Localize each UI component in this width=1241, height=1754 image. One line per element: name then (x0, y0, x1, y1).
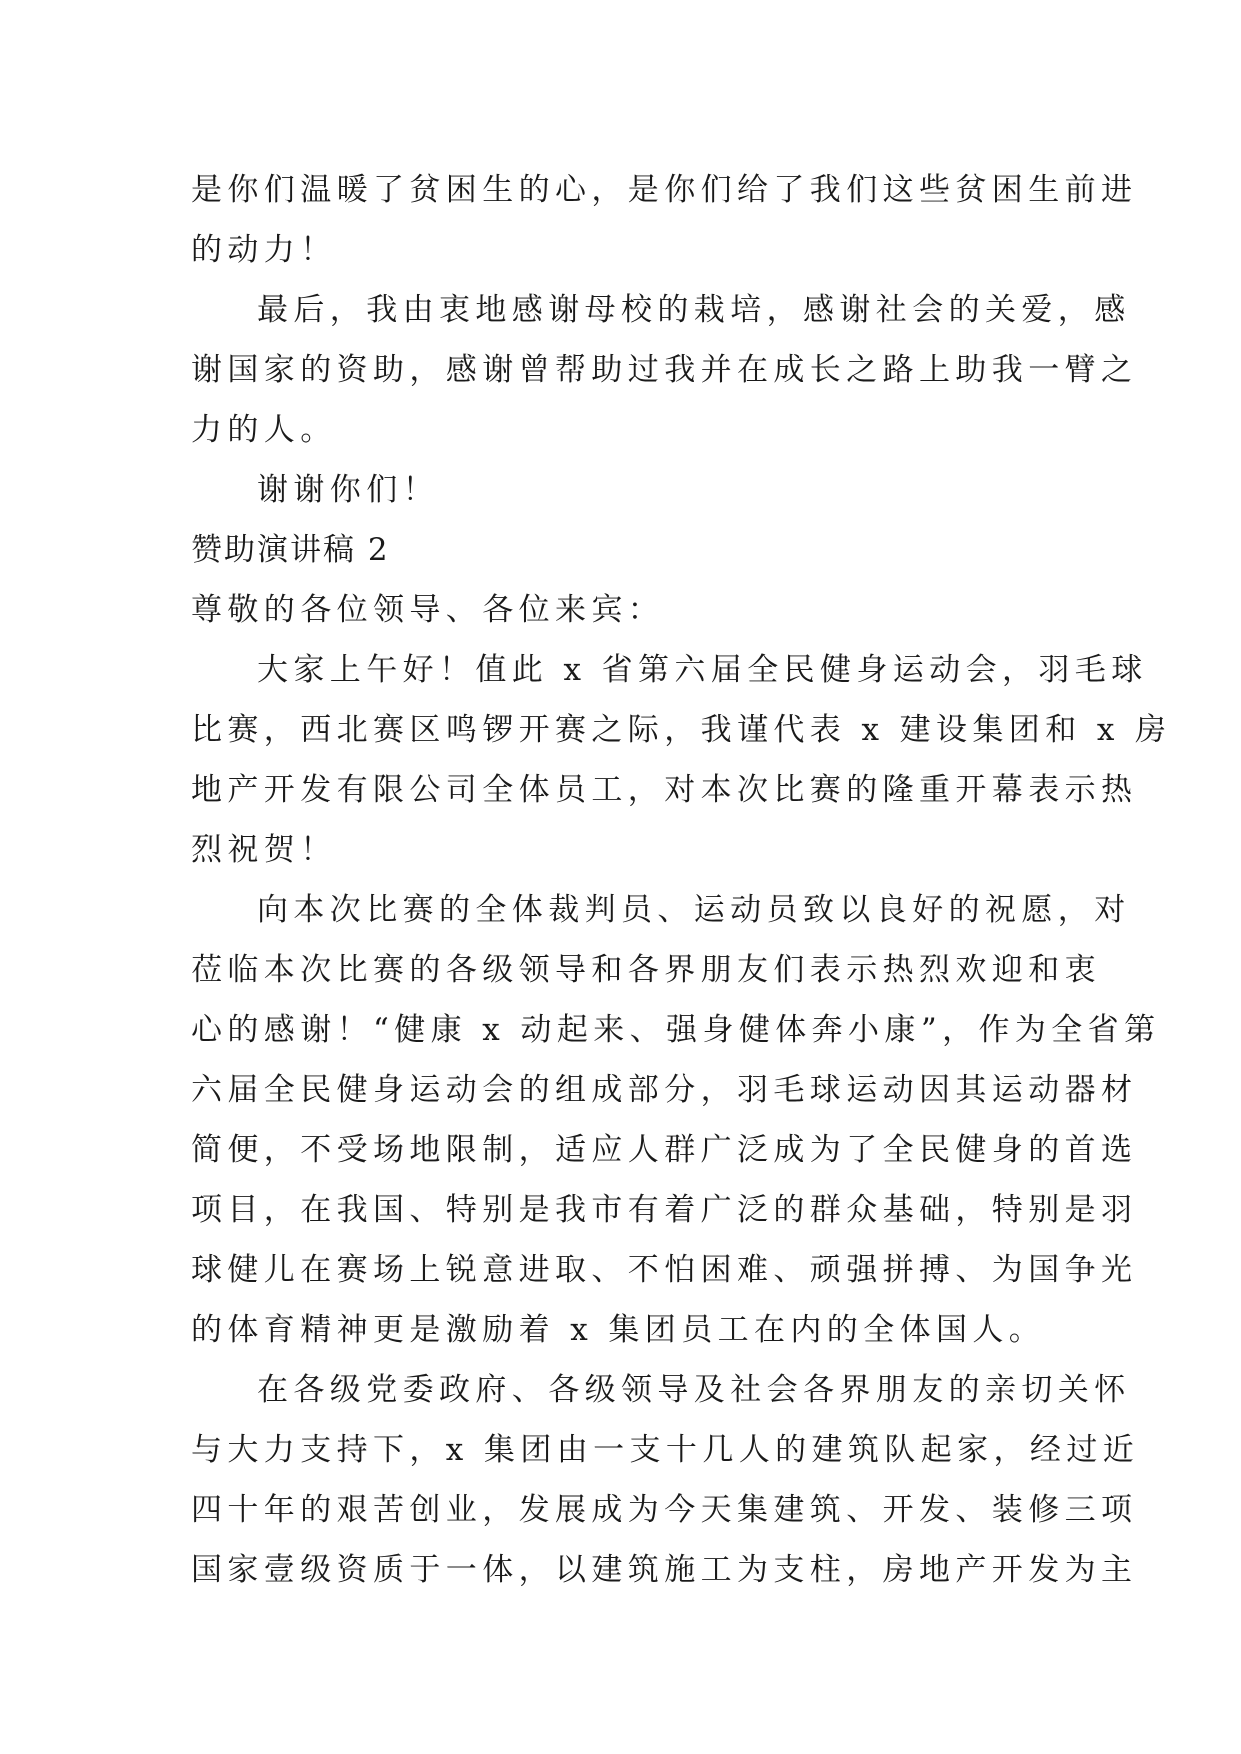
paragraph-line: 的体育精神更是激励着 x 集团员工在内的全体国人。 (191, 1312, 1046, 1348)
paragraph-line: 烈祝贺！ (191, 832, 337, 868)
paragraph-line: 六届全民健身运动会的组成部分，羽毛球运动因其运动器材 (191, 1072, 1138, 1108)
section-title: 赞助演讲稿 2 (191, 532, 390, 568)
paragraph-line: 简便，不受场地限制，适应人群广泛成为了全民健身的首选 (191, 1132, 1138, 1168)
paragraph-line: 四十年的艰苦创业，发展成为今天集建筑、开发、装修三项 (191, 1492, 1138, 1528)
paragraph-line: 心的感谢！“健康 x 动起来、强身健体奔小康”，作为全省第 (191, 1012, 1161, 1048)
paragraph-line: 向本次比赛的全体裁判员、运动员致以良好的祝愿，对 (257, 892, 1131, 928)
paragraph-line: 在各级党委政府、各级领导及社会各界朋友的亲切关怀 (257, 1372, 1131, 1408)
document-body (191, 160, 1172, 1600)
paragraph-line: 莅临本次比赛的各级领导和各界朋友们表示热烈欢迎和衷 (191, 952, 1101, 988)
paragraph-line: 地产开发有限公司全体员工，对本次比赛的隆重开幕表示热 (191, 772, 1138, 808)
paragraph-line: 大家上午好！值此 x 省第六届全民健身运动会，羽毛球 (257, 652, 1148, 688)
paragraph-line: 谢国家的资助，感谢曾帮助过我并在成长之路上助我一臂之 (191, 352, 1138, 388)
paragraph-line: 力的人。 (191, 412, 337, 448)
paragraph-line: 的动力！ (191, 232, 337, 268)
paragraph-line: 是你们温暖了贫困生的心，是你们给了我们这些贫困生前进 (191, 172, 1138, 208)
paragraph-line: 项目，在我国、特别是我市有着广泛的群众基础，特别是羽 (191, 1192, 1138, 1228)
paragraph-line: 谢谢你们！ (257, 472, 439, 508)
paragraph-line: 球健儿在赛场上锐意进取、不怕困难、顽强拼搏、为国争光 (191, 1252, 1138, 1288)
salutation: 尊敬的各位领导、各位来宾： (191, 592, 665, 628)
paragraph-line: 比赛，西北赛区鸣锣开赛之际，我谨代表 x 建设集团和 x 房 (191, 712, 1172, 748)
paragraph-line: 最后，我由衷地感谢母校的栽培，感谢社会的关爱，感 (257, 292, 1131, 328)
paragraph-line: 国家壹级资质于一体，以建筑施工为支柱，房地产开发为主 (191, 1552, 1138, 1588)
paragraph-line: 与大力支持下，x 集团由一支十几人的建筑队起家，经过近 (191, 1432, 1140, 1468)
